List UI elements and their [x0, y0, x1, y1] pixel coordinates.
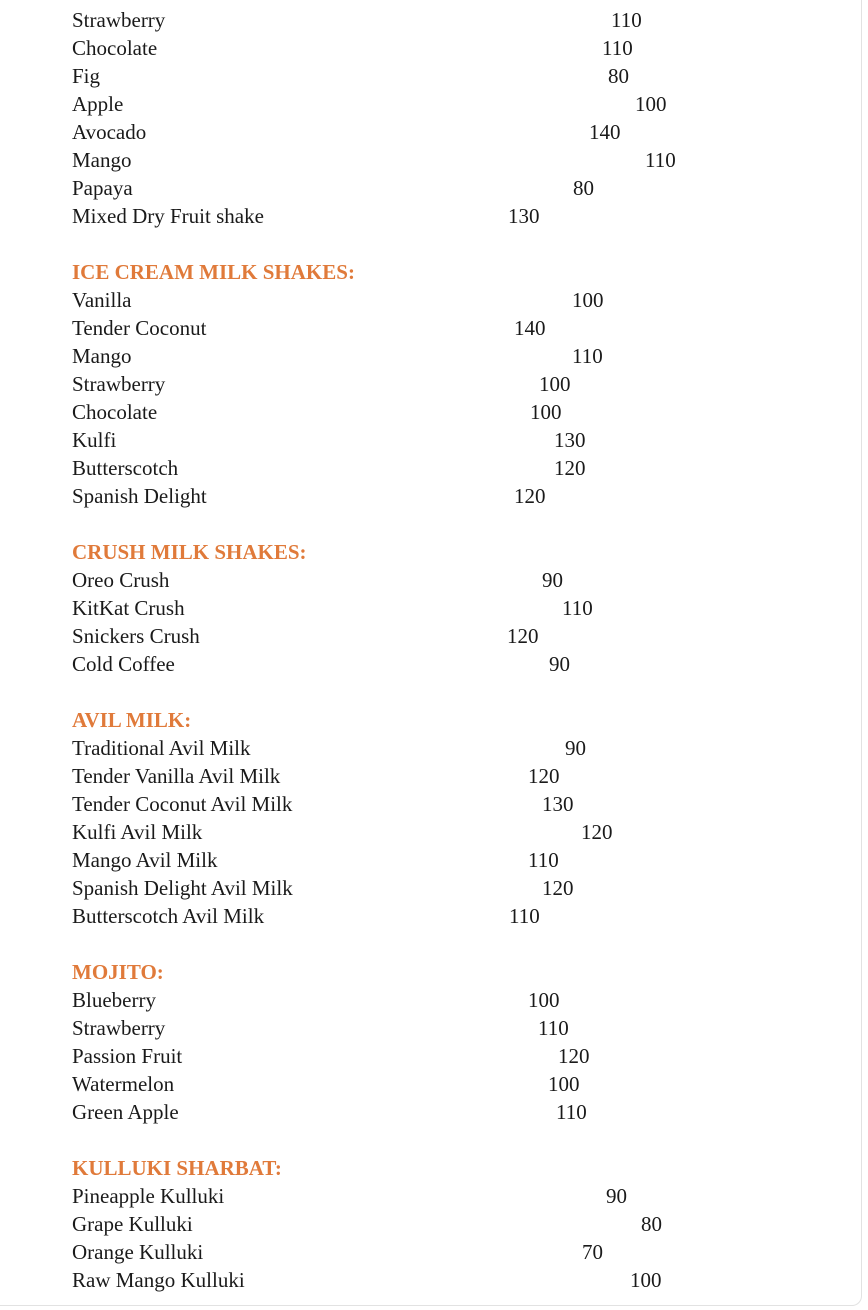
list-item: [72, 342, 832, 370]
item-name: Oreo Crush: [72, 568, 170, 592]
item-name: Cold Coffee: [72, 652, 175, 676]
item-name: Blueberry: [72, 988, 156, 1012]
item-price: 120: [528, 764, 560, 788]
list-item: [72, 1238, 832, 1266]
item-name: Papaya: [72, 176, 133, 200]
item-price: 120: [554, 456, 586, 480]
item-price: 110: [509, 904, 540, 928]
list-item: [72, 650, 832, 678]
section-heading: AVIL MILK:: [72, 708, 192, 732]
item-name: Tender Coconut: [72, 316, 207, 340]
item-name: Watermelon: [72, 1072, 175, 1096]
list-item: [72, 790, 832, 818]
item-name: Traditional Avil Milk: [72, 736, 251, 760]
list-item: [72, 1042, 832, 1070]
item-name: Raw Mango Kulluki: [72, 1268, 245, 1292]
item-price: 90: [542, 568, 563, 592]
section-mojito: [72, 958, 832, 1126]
list-item: [72, 426, 832, 454]
item-name: Tender Vanilla Avil Milk: [72, 764, 281, 788]
item-price: 90: [606, 1184, 627, 1208]
item-name: Spanish Delight Avil Milk: [72, 876, 293, 900]
item-name: Butterscotch: [72, 456, 179, 480]
item-price: 140: [589, 120, 621, 144]
item-price: 100: [630, 1268, 662, 1292]
section-heading: KULLUKI SHARBAT:: [72, 1156, 282, 1180]
list-item: [72, 398, 832, 426]
item-price: 120: [507, 624, 539, 648]
item-price: 100: [548, 1072, 580, 1096]
item-name: Vanilla: [72, 288, 132, 312]
item-name: Mango: [72, 344, 132, 368]
list-item: [72, 314, 832, 342]
list-item: [72, 146, 832, 174]
item-name: Tender Coconut Avil Milk: [72, 792, 293, 816]
item-name: Apple: [72, 92, 124, 116]
item-price: 90: [549, 652, 570, 676]
item-price: 140: [514, 316, 546, 340]
item-price: 100: [572, 288, 604, 312]
item-name: Strawberry: [72, 8, 166, 32]
list-item: [72, 902, 832, 930]
list-item: [72, 874, 832, 902]
menu-list: [72, 6, 832, 1294]
list-item: [72, 370, 832, 398]
item-price: 110: [538, 1016, 569, 1040]
item-price: 130: [508, 204, 540, 228]
item-name: Kulfi Avil Milk: [72, 820, 203, 844]
list-item: [72, 1210, 832, 1238]
list-item: [72, 1098, 832, 1126]
item-name: Avocado: [72, 120, 147, 144]
item-name: Strawberry: [72, 1016, 166, 1040]
item-price: 100: [539, 372, 571, 396]
list-item: [72, 34, 832, 62]
list-item: [72, 482, 832, 510]
item-price: 120: [581, 820, 613, 844]
list-item: [72, 202, 832, 230]
item-price: 110: [645, 148, 676, 172]
list-item: [72, 1266, 832, 1294]
item-name: Grape Kulluki: [72, 1212, 193, 1236]
item-price: 70: [582, 1240, 603, 1264]
item-name: Mango: [72, 148, 132, 172]
list-item: [72, 454, 832, 482]
section-avil-milk: [72, 706, 832, 930]
list-item: [72, 1070, 832, 1098]
item-price: 110: [556, 1100, 587, 1124]
item-name: Snickers Crush: [72, 624, 200, 648]
item-price: 130: [554, 428, 586, 452]
item-name: Passion Fruit: [72, 1044, 183, 1068]
section-kulluki-sharbat: [72, 1154, 832, 1294]
section-fruit-shakes: [72, 6, 832, 230]
section-heading: ICE CREAM MILK SHAKES:: [72, 260, 355, 284]
item-price: 100: [528, 988, 560, 1012]
section-ice-cream-milk-shakes: [72, 258, 832, 510]
item-name: Chocolate: [72, 400, 158, 424]
item-price: 130: [542, 792, 574, 816]
list-item: [72, 1182, 832, 1210]
section-heading: MOJITO:: [72, 960, 164, 984]
list-item: [72, 118, 832, 146]
item-name: Spanish Delight: [72, 484, 207, 508]
item-price: 120: [558, 1044, 590, 1068]
item-price: 100: [635, 92, 667, 116]
item-price: 110: [602, 36, 633, 60]
list-item: [72, 62, 832, 90]
item-name: Pineapple Kulluki: [72, 1184, 225, 1208]
list-item: [72, 734, 832, 762]
list-item: [72, 286, 832, 314]
list-item: [72, 818, 832, 846]
item-price: 80: [641, 1212, 662, 1236]
list-item: [72, 762, 832, 790]
list-item: [72, 594, 832, 622]
item-price: 90: [565, 736, 586, 760]
list-item: [72, 90, 832, 118]
item-price: 120: [542, 876, 574, 900]
item-name: Strawberry: [72, 372, 166, 396]
item-name: Orange Kulluki: [72, 1240, 204, 1264]
item-price: 80: [573, 176, 594, 200]
item-price: 110: [528, 848, 559, 872]
item-price: 110: [562, 596, 593, 620]
item-name: Butterscotch Avil Milk: [72, 904, 265, 928]
section-heading: CRUSH MILK SHAKES:: [72, 540, 307, 564]
item-name: Kulfi: [72, 428, 117, 452]
list-item: [72, 622, 832, 650]
list-item: [72, 174, 832, 202]
item-price: 110: [572, 344, 603, 368]
item-price: 120: [514, 484, 546, 508]
item-name: Fig: [72, 64, 101, 88]
item-name: KitKat Crush: [72, 596, 185, 620]
item-price: 110: [611, 8, 642, 32]
section-crush-milk-shakes: [72, 538, 832, 678]
item-price: 80: [608, 64, 629, 88]
list-item: [72, 986, 832, 1014]
item-name: Chocolate: [72, 36, 158, 60]
list-item: [72, 846, 832, 874]
list-item: [72, 1014, 832, 1042]
item-name: Mango Avil Milk: [72, 848, 218, 872]
list-item: [72, 566, 832, 594]
item-name: Green Apple: [72, 1100, 179, 1124]
list-item: [72, 6, 832, 34]
item-price: 100: [530, 400, 562, 424]
item-name: Mixed Dry Fruit shake: [72, 204, 264, 228]
